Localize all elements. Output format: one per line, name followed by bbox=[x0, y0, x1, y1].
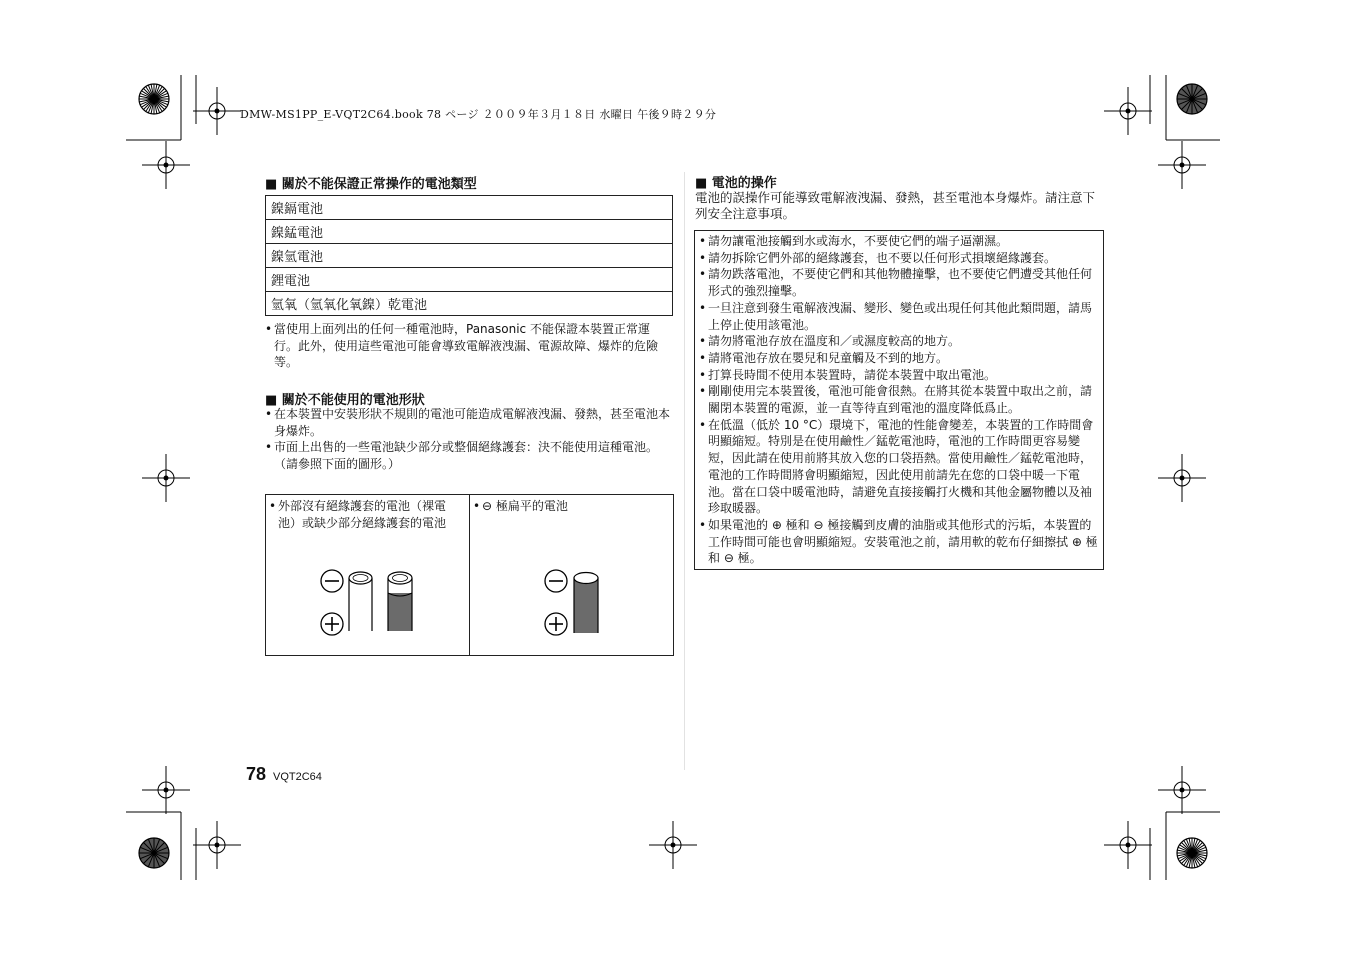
list-item: • 在低溫（低於 10 °C）環境下，電池的性能會變差，本裝置的工作時間會明顯縮短。特別是在使用鹼性／錳乾電池時，電池的工作時間更容易變短，因此請在使用前將其放入您的口袋捂熱。當使用鹼性／錳乾電池時，電池的工作時間將會明顯縮短，因此使用前請先在您的口袋中暖一下電池。當在口袋中暖電池時，請避免直接接觸打火機和其他金屬物體以及袖珍取暖器。 bbox=[699, 417, 1100, 517]
bare-battery-icon bbox=[349, 572, 372, 631]
table-row bbox=[266, 244, 673, 268]
file-header-line: DMW-MS1PP_E-VQT2C64.book 78 ページ ２００９年３月１８日 水曜日 午後９時２９分 bbox=[240, 108, 717, 121]
list-item: • 當使用上面列出的任何一種電池時，Panasonic 不能保證本裝置正常運行。此外，使用這些電池可能會導致電解液洩漏、電源故障、爆炸的危險等。 bbox=[265, 321, 673, 371]
list-item: • 一旦注意到發生電解液洩漏、變形、變色或出現任何其他此類問題，請馬上停止使用該電池。 bbox=[699, 300, 1100, 333]
flat-terminal-battery-illustration bbox=[540, 565, 610, 641]
list-item: • 請勿拆除它們外部的絕緣護套，也不要以任何形式損壞絕緣護套。 bbox=[699, 250, 1100, 267]
table-cell: 鎳鎘電池 bbox=[266, 196, 673, 220]
figure-left-caption: • 外部沒有絕緣護套的電池（裸電池）或缺少部分絕緣護套的電池 bbox=[269, 498, 457, 531]
battery-figure-box bbox=[265, 494, 674, 656]
battery-handling-intro: 電池的誤操作可能導致電解液洩漏、發熱，甚至電池本身爆炸。請注意下列安全注意事項。 bbox=[695, 190, 1096, 221]
document-code: VQT2C64 bbox=[273, 771, 322, 783]
list-item: • 請勿將電池存放在溫度和／或濕度較高的地方。 bbox=[699, 333, 1100, 350]
safety-precautions-box bbox=[694, 230, 1104, 570]
section-title-unusable-shapes: ■ 關於不能使用的電池形狀 bbox=[265, 393, 425, 408]
section1-notes bbox=[265, 321, 673, 371]
table-row bbox=[266, 268, 673, 292]
list-item: • 在本裝置中安裝形狀不規則的電池可能造成電解液洩漏、發熱，甚至電池本身爆炸。 bbox=[265, 406, 673, 439]
table-cell: 鎳氫電池 bbox=[266, 244, 673, 268]
partial-sleeve-battery-icon bbox=[388, 572, 412, 631]
list-item: • 打算長時間不使用本裝置時，請從本裝置中取出電池。 bbox=[699, 367, 1100, 384]
column-divider bbox=[684, 172, 685, 770]
table-row bbox=[266, 292, 673, 316]
page-number: 78 bbox=[246, 764, 267, 784]
section2-notes bbox=[265, 406, 673, 472]
flat-battery-icon bbox=[574, 573, 598, 634]
bare-battery-illustration bbox=[314, 563, 424, 641]
section-title-unsupported-types: ■ 關於不能保證正常操作的電池類型 bbox=[265, 177, 477, 192]
battery-types-table bbox=[265, 195, 673, 316]
list-item: • 請勿跌落電池，不要使它們和其他物體撞擊，也不要使它們遭受其他任何形式的強烈撞擊。 bbox=[699, 266, 1100, 299]
refer-note: （請參照下面的圖形。） bbox=[274, 456, 401, 471]
table-cell: 鎳錳電池 bbox=[266, 220, 673, 244]
table-cell: 氫氧（氫氧化氧鎳）乾電池 bbox=[266, 292, 673, 316]
list-item: • 請勿讓電池接觸到水或海水，不要使它們的端子逼潮濕。 bbox=[699, 233, 1100, 250]
table-row bbox=[266, 220, 673, 244]
table-cell: 鋰電池 bbox=[266, 268, 673, 292]
list-item: • 剛剛使用完本裝置後，電池可能會很熱。在將其從本裝置中取出之前，請關閉本裝置的電源，並一直等待直到電池的溫度降低爲止。 bbox=[699, 383, 1100, 416]
table-row bbox=[266, 196, 673, 220]
list-item: • 市面上出售的一些電池缺少部分或整個絕緣護套：決不能使用這種電池。 bbox=[265, 439, 673, 456]
list-item: • 請將電池存放在嬰兒和兒童觸及不到的地方。 bbox=[699, 350, 1100, 367]
figure-right-caption: • ⊖ 極扁平的電池 bbox=[473, 498, 667, 515]
list-item: • 如果電池的 ⊕ 極和 ⊖ 極接觸到皮膚的油脂或其他形式的污垢，本裝置的工作時間可能也會明顯縮短。安裝電池之前，請用軟的乾布仔細擦拭 ⊕ 極和 ⊖ 極。 bbox=[699, 517, 1100, 567]
section-title-battery-handling: ■ 電池的操作 bbox=[695, 176, 777, 191]
